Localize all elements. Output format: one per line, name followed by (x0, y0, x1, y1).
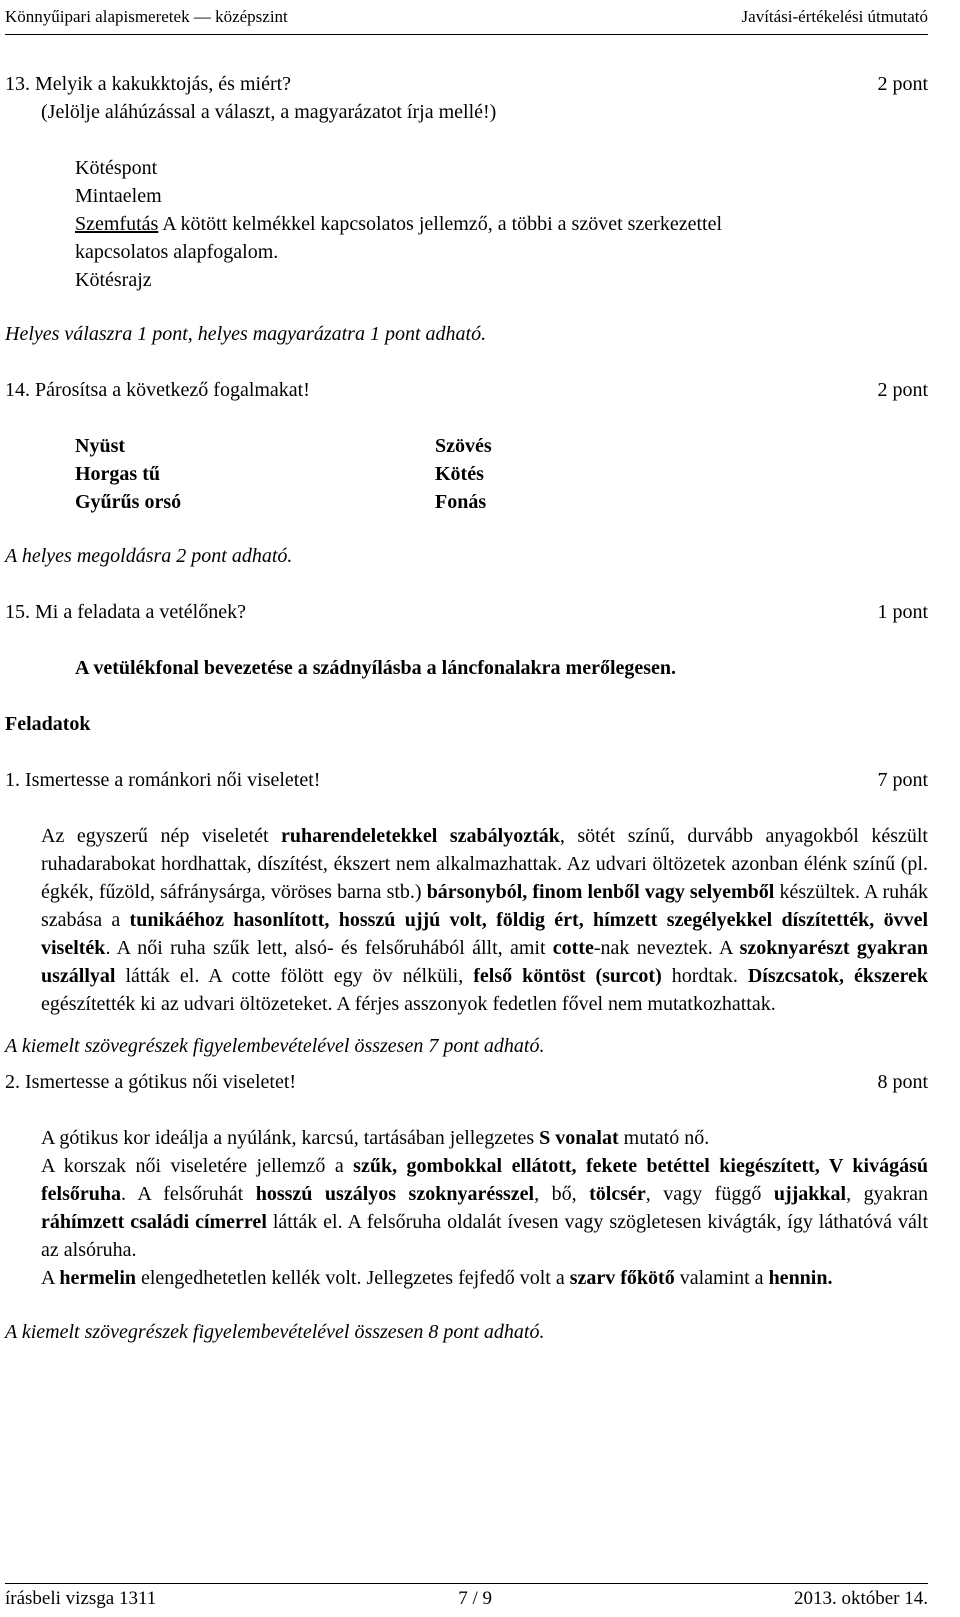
t2-para-3: A hermelin elengedhetetlen kellék volt. Jellegzetes fejfedő volt a szarv főkötő valamint a hennin. (41, 1267, 833, 1289)
header-left: Könnyűipari alapismeretek — középszint (5, 7, 288, 26)
section-title: Feladatok (5, 713, 91, 735)
question-14 (5, 376, 928, 570)
q14-left-1: Nyüst (75, 435, 126, 457)
q13-option-2: Mintaelem (75, 185, 162, 207)
t2-title: 2. Ismertesse a gótikus női viseletet! (5, 1071, 297, 1093)
q13-points: 2 pont (877, 73, 928, 95)
q14-right-1: Szövés (435, 435, 492, 457)
q14-right-2: Kötés (435, 463, 484, 485)
t2-points: 8 pont (877, 1071, 928, 1093)
q13-option-4: Kötésrajz (75, 269, 152, 291)
t2-line-1: A gótikus kor ideálja a nyúlánk, karcsú, tartásában jellegzetes S vonalat mutató nő. (41, 1127, 710, 1149)
page-header (5, 6, 928, 28)
q14-right-3: Fonás (435, 491, 487, 513)
t1-paragraph: Az egyszerű nép viseletét ruharendeletekkel szabályozták, sötét színű, durvább anyagokból készült ruhadarabokat hordhattak, díszítést, ékszert nem alkalmazhattak. Az udvari öltözetek azonban élénk színű (pl. égkék, fűzöld, sáfránysárga, vöröses barna stb.) bársonyból, finom lenből vagy selyemből készültek. A ruhák szabása a tunikáéhoz hasonlított, hosszú ujjú volt, földig ért, hímzett szegélyekkel díszítették, övvel viselték. A női ruha szűk lett, alsó- és felsőruhából állt, amit cotte-nak neveztek. A szoknyarészt gyakran uszállyal látták el. A cotte fölött egy öv nélküli, felső köntöst (surcot) hordtak. Díszcsatok, ékszerek egészítették ki az udvari öltözeteket. A férjes asszonyok fedetlen fővel nem mutatkozhattak. (41, 825, 929, 1015)
footer-left: írásbeli vizsga 1311 (5, 1588, 157, 1609)
q13-option-3: Szemfutás A kötött kelmékkel kapcsolatos jellemző, a többi a szövet szerkezettel (75, 213, 723, 235)
page-body (5, 70, 928, 1346)
t1-scoring: A kiemelt szövegrészek figyelembevételével összesen 7 pont adható. (5, 1035, 545, 1057)
q14-title: 14. Párosítsa a következő fogalmakat! (5, 379, 310, 401)
task-1 (5, 766, 928, 1060)
q13-scoring: Helyes válaszra 1 pont, helyes magyarázatra 1 pont adható. (5, 323, 487, 345)
q13-instruction: (Jelölje aláhúzással a választ, a magyarázatot írja mellé!) (41, 101, 497, 123)
question-13 (5, 70, 928, 348)
task-2 (5, 1068, 928, 1346)
question-15 (5, 598, 928, 682)
t2-scoring: A kiemelt szövegrészek figyelembevételével összesen 8 pont adható. (5, 1321, 545, 1343)
q14-left-2: Horgas tű (75, 463, 160, 485)
q15-title: 15. Mi a feladata a vetélőnek? (5, 601, 246, 623)
q14-points: 2 pont (877, 379, 928, 401)
footer-rule (5, 1583, 928, 1584)
t1-points: 7 pont (877, 769, 928, 791)
page-footer (5, 1585, 928, 1613)
q14-left-3: Gyűrűs orsó (75, 491, 182, 513)
footer-date: 2013. október 14. (793, 1588, 928, 1609)
q15-answer: A vetülékfonal bevezetése a szádnyílásba a láncfonalakra merőlegesen. (75, 657, 677, 679)
t1-title: 1. Ismertesse a románkori női viseletet! (5, 769, 321, 791)
q13-answer-cont: kapcsolatos alapfogalom. (75, 241, 279, 263)
q15-points: 1 pont (877, 601, 928, 623)
header-rule (5, 34, 928, 35)
page-number: 7 / 9 (458, 1588, 492, 1609)
q13-underlined-answer: Szemfutás (75, 213, 159, 235)
q13-title: 13. Melyik a kakukktojás, és miért? (5, 73, 292, 95)
q14-scoring: A helyes megoldásra 2 pont adható. (5, 545, 293, 567)
header-right: Javítási-értékelési útmutató (741, 7, 928, 26)
q13-option-1: Kötéspont (75, 157, 158, 179)
t2-para-2: A korszak női viseletére jellemző a szűk, gombokkal ellátott, fekete betéttel kiegészített, V kivágású felsőruha. A felsőruhát hosszú uszályos szoknyarésszel, bő, tölcsér, vagy függő ujjakkal, gyakran ráhímzett családi címerrel látták el. A felsőruha oldalát ívesen vagy szögletesen kivágták, így láthatóvá vált az alsóruha. (41, 1155, 928, 1261)
